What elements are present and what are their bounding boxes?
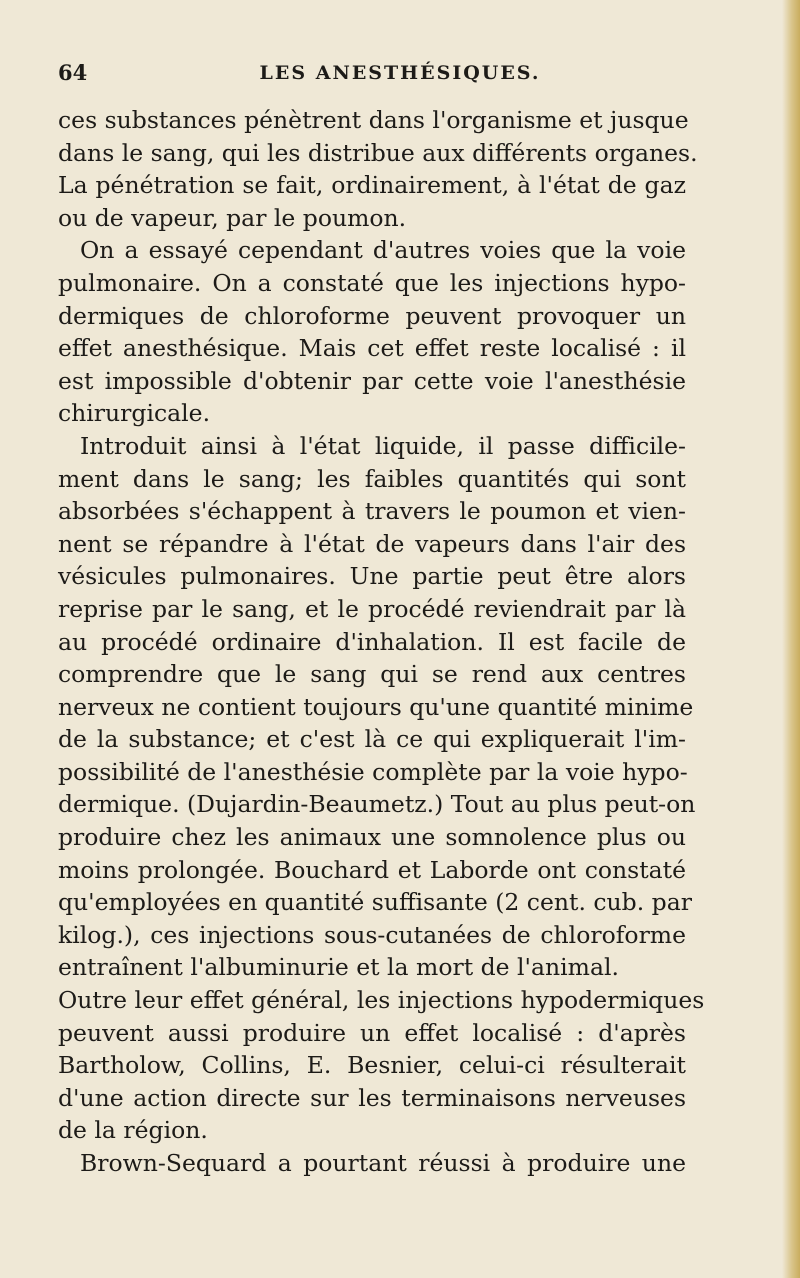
text-line: dermique. (Dujardin-Beaumetz.) Tout au plus peut-on	[58, 790, 696, 819]
text-line: pulmonaire. On a constaté que les injections hypo-	[58, 268, 686, 297]
text-line: kilog.), ces injections sous-cutanées de chloroforme	[58, 920, 686, 949]
page-edge	[782, 0, 800, 1278]
text-line: On a essayé cependant d'autres voies que la voie	[80, 236, 686, 265]
text-line: reprise par le sang, et le procédé reviendrait par là	[58, 594, 686, 623]
text-line: ces substances pénètrent dans l'organisme et jusque	[58, 106, 689, 134]
text-line: nent se répandre à l'état de vapeurs dans l'air des	[58, 529, 686, 558]
running-title: LES ANESTHÉSIQUES.	[259, 62, 541, 84]
text-line: ou de vapeur, par le poumon.	[58, 203, 407, 232]
text-line: de la substance; et c'est là ce qui expliquerait l'im-	[58, 725, 686, 754]
text-line: Brown-Sequard a pourtant réussi à produire une	[80, 1149, 686, 1177]
text-line: La pénétration se fait, ordinairement, à l'état de gaz	[58, 171, 686, 200]
text-line: de la région.	[58, 1116, 208, 1145]
page-number: 64	[58, 60, 88, 85]
text-line: Introduit ainsi à l'état liquide, il passe difficile-	[80, 431, 686, 460]
text-line: possibilité de l'anesthésie complète par la voie hypo-	[58, 757, 688, 786]
text-line: qu'employées en quantité suffisante (2 cent. cub. par	[58, 888, 692, 917]
text-line: Bartholow, Collins, E. Besnier, celui-ci résulterait	[58, 1051, 686, 1080]
text-line: ment dans le sang; les faibles quantités qui sont	[58, 464, 686, 493]
text-line: comprendre que le sang qui se rend aux centres	[58, 660, 686, 689]
text-line: nerveux ne contient toujours qu'une quantité minime	[58, 692, 694, 721]
text-line: est impossible d'obtenir par cette voie l'anesthésie	[58, 366, 686, 395]
text-line: vésicules pulmonaires. Une partie peut être alors	[58, 562, 686, 591]
text-line: entraînent l'albuminurie et la mort de l'animal.	[58, 953, 619, 982]
text-line: au procédé ordinaire d'inhalation. Il est facile de	[58, 627, 686, 656]
text-line: dermiques de chloroforme peuvent provoquer un	[58, 301, 686, 330]
text-line: moins prolongée. Bouchard et Laborde ont constaté	[58, 855, 686, 884]
body-text	[58, 104, 705, 1180]
text-line: d'une action directe sur les terminaisons nerveuses	[58, 1083, 686, 1112]
text-line: dans le sang, qui les distribue aux différents organes.	[58, 138, 698, 167]
text-line: chirurgicale.	[58, 399, 211, 428]
text-line: Outre leur effet général, les injections hypodermiques	[58, 986, 705, 1015]
text-line: absorbées s'échappent à travers le poumon et vien-	[58, 497, 686, 526]
page-header	[58, 58, 742, 88]
text-line: effet anesthésique. Mais cet effet reste localisé : il	[58, 334, 686, 363]
text-line: produire chez les animaux une somnolence plus ou	[58, 823, 686, 852]
text-line: peuvent aussi produire un effet localisé : d'après	[58, 1018, 686, 1047]
